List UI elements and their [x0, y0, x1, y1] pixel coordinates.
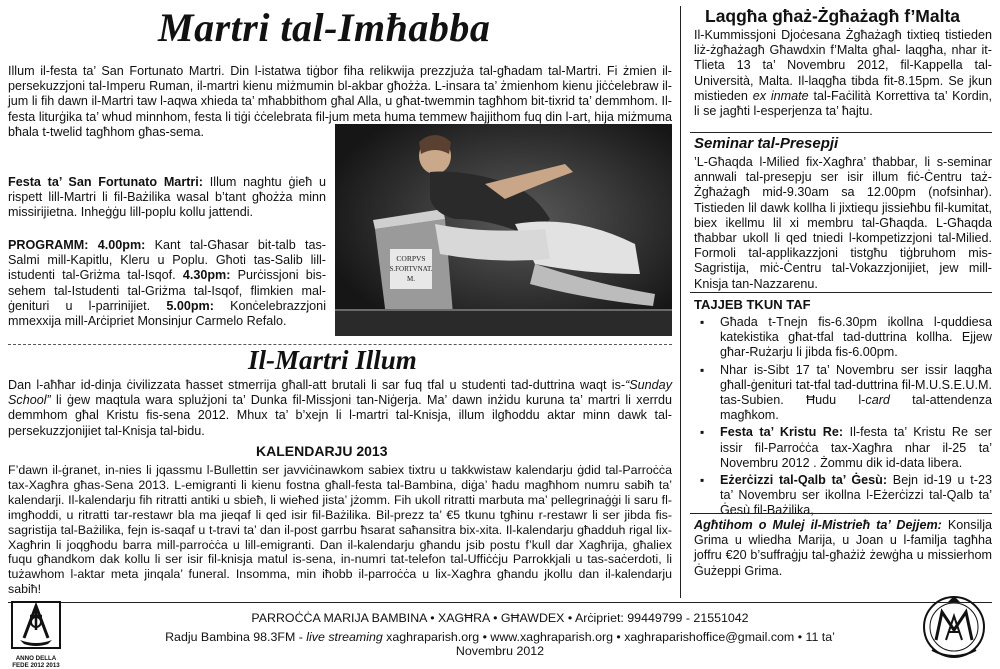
programme-time-3: 5.00pm:	[166, 298, 214, 313]
tajjeb-list	[694, 315, 992, 519]
footer-contact-line	[140, 630, 860, 658]
martri-text-a: Dan l-aħħar id-dinja ċivilizzata ħasset stmerrija għall-att brutali li sar fuq tfal u studenti tad-duttrina waqt is-	[8, 378, 626, 392]
footer-parish-line: PARROĊĊA MARIJA BAMBINA • XAGĦRA • GĦAWDEX • Arċipriet: 99449799 - 21551042	[251, 611, 749, 625]
laqgha-text-b: tal-Faċilità Korrettiva ta’ Kordin, li se jagħti l-esperjenza ta’ ħajtu.	[694, 88, 992, 119]
footer-divider	[8, 602, 992, 603]
feast-text: Illum naghtu ġieħ u rispett lill-Martri li fil-Bażilika wasal b’tant għożża minn missirijietna. Inheġġu lill-poplu kollu jattendi.	[8, 175, 327, 220]
tajjeb-item-2-italic: card	[865, 393, 890, 408]
tajjeb-item-2-text-b: tal-attendenza magħkom.	[720, 393, 992, 423]
martri-text-italic: “Sunday School”	[8, 378, 672, 408]
seminar-paragraph: ’L-Għaqda l-Milied fix-Xagħra’ tħabbar, li s-seminar annwali tal-presepju ser isir illum fiċ-Ċentru taż-Żgħażagħ mid-9.30am sa 12.00pm (nofsinhar). Tistieden lil dawk kollha li jixtiequ jissieħbu fil-kumitat, biex ikellmu lil xi membru tal-Għaqda. L-Għaqda tħabbar ukoll li qed tniedi l-kompetizzjoni tal-Milied. Formoli tal-applikazzjoni tistgħu tiġbruhom mis-Sagristija, miċ-Ċentru tal-Vokazzjonijiet, jew mill-Knisja tan-Nazzarenu.	[694, 155, 992, 291]
tajjeb-item-4-label: Eżerċizzi tal-Qalb ta’ Ġesù:	[720, 473, 888, 488]
feast-label: Festa ta’ San Fortunato Martri:	[8, 175, 204, 189]
feast-block	[8, 175, 326, 221]
martri-heading: Il-Martri Illum	[248, 345, 417, 375]
programme-label: PROGRAMM: 4.00pm:	[8, 238, 146, 252]
laqgha-paragraph	[694, 28, 992, 119]
relic-label-3: M.	[407, 275, 415, 283]
tajjeb-item-3	[694, 425, 992, 471]
intro-paragraph: Illum il-festa ta’ San Fortunato Martri. Din l-istatwa tiġbor fiha relikwija prezzjuża tal-għadam tal-Martri. Fi żmien il-persekuzzjoni tal-Imperu Ruman, il-martri kienu miżmumin bl-akbar għożża. L-insara ta’ żmienhom kienu jiċċelebraw il-jum li fih dawn il-Martri taw l-aqwa xhieda ta’ mħabbithom għal Alla, u għat-twemmin tagħhom bit-tixrid ta’ demmhom. Il-festa liturġika ta’ whud minnhom, festa li tiġi ċċelebrata fil-jum meta huma temmew ħajjithom fuq din l-art, hija miżmuma bħala t-twelid tagħhom għas-sema.	[8, 64, 672, 139]
footer-live: live streaming	[306, 630, 383, 644]
aghtihom-paragraph	[694, 518, 992, 579]
year-of-faith-caption: ANNO DELLA FEDE 2012 2013	[12, 655, 60, 669]
tajjeb-item-4-text: Bejn id-19 u t-23 ta’ Novembru ser ikollna l-Eżerċizzi tal-Qalb ta’ Ġesù fil-Bażilika,	[720, 473, 992, 518]
seminar-heading: Seminar tal-Presepji	[694, 135, 839, 152]
footer-links: xaghraparish.org • www.xaghraparish.org • xaghraparishoffice@gmail.com • 11 ta’ Novembru 2012	[382, 630, 835, 658]
column-divider	[680, 6, 681, 598]
divider-aghtihom	[690, 513, 992, 514]
programme-text-1: Kant tal-Għasar bit-talb tas-Salmi mill-Kapitlu, Kleru u Poplu. Għoti tas-Salib lill-istudenti tal-Griżma tal-Isqof.	[8, 238, 327, 283]
programme-text-3: Konċelebrazzjoni mmexxija mill-Arċipriet Monsinjur Carmelo Refalo.	[8, 298, 326, 329]
aghtihom-text: Konsilja Grima u wliedha Marija, u Joan u l-familja tagħha joffru €20 b’suffraġju tal-għażiż żewġha u missierhom Ġużeppi Grima.	[694, 518, 993, 578]
laqgha-text-a: Il-Kummissjoni Djoċesana Żgħażagħ tixtieq tistieden liż-żgħażagħ Għawdxin f’Malta għal- laqgħa, nhar it-Tlieta 13 ta’ Novembru 2012, fil-Kappella tal-Università, Malta. Il-laqgħa tibda fit-8.15pm. Se jkun mistieden	[694, 28, 992, 103]
statue-illustration	[335, 124, 672, 336]
parish-emblem-icon	[918, 592, 990, 662]
laqgha-text-italic: ex inmate	[752, 88, 809, 103]
tajjeb-item-4	[694, 473, 992, 519]
tajjeb-item-1	[694, 315, 992, 361]
programme-time-2: 4.30pm:	[182, 268, 231, 283]
tajjeb-list-block	[694, 315, 992, 521]
kalendarju-paragraph: F’dawn il-ġranet, in-nies li jqassmu l-Bullettin ser javviċinawkom sabiex tixtru u takkwistaw kalendarju ġdid tal-Parroċċa tax-Xagħra għas-Sena 2013. L-emigranti li kienu fostna għall-festa tal-Bambina, diġa’ ħadu magħhom numru sabiħ ta’ kalendarji. Il-kalendarju fih ritratti antiki u sbieħ, li wieħed jista’ jżomm. Fih ukoll ritratti marbuta ma’ pellegrinaġġi li saru fl-imgħoddi, u ritratti tar-restawr bla ma jieqaf li qed isir fil-Bażilika. Bil-prezz ta’ €5 tkunu tgħinu r-restawr li ser jibda fis-sagristija tal-Bażilika, fejn is-saqaf u t-travi ta’ dan il-post garrbu ħsarat saħansitra bix-xita. Il-kalendarju għadduh rigal lix-Xagħrin li joqgħodu barra mill-parroċċa u lill-emigranti. Dan il-kalendarju għandu jsib postu f’kull dar Xagħrija, għaliex fuqu għandkom dak kollu li ser isir fil-knisja matul is-sena, in-numri tat-telefon tal-Uffiċċju Parrokkjali u tas-saċerdoti, li tużawhom l-aktar meta jinqala’ funeral. Insomma, min iħobb il-parroċċa u lix-Xagħra għandu jkollu dan il-kalendarju sabiħ!	[8, 463, 672, 597]
tajjeb-item-3-text: Il-festa ta’ Kristu Re ser issir fil-Parroċċa tax-Xagħra nhar il-25 ta’ Novembru 2012 . Żommu dik id-data libera.	[720, 425, 992, 470]
programme-block	[8, 238, 326, 329]
page-title: Martri tal-Imħabba	[158, 5, 491, 50]
year-of-faith-icon	[10, 600, 62, 650]
year-of-faith-logo	[10, 600, 62, 669]
programme-text-2: Purċissjoni bis-sehem tal-Istudenti tal-Griżma tal-Isqof, flimkien mal-ġenituri u l-parrinijiet.	[8, 268, 327, 313]
parish-emblem	[918, 592, 990, 662]
martri-paragraph	[8, 378, 672, 439]
tajjeb-item-3-label: Festa ta’ Kristu Re:	[720, 425, 844, 440]
divider-seminar	[690, 132, 992, 133]
martri-text-b: li ġew maqtula wara splużjoni ta’ Dunka fil-Missjoni tan-Niġerja. Ma’ dawn inżidu kuruna ta’ martri li xerrdu demmhom għal Kristu fis-sena 2012. Mhux ta’ b’xejn li l-martri tal-Knisja, illum ilgħoddu aktar minn dawk tal-persekuzzjonijiet tal-Knisja tal-bidu.	[8, 393, 672, 438]
laqgha-heading: Laqgħa għaż-Żgħażagħ f’Malta	[705, 6, 961, 26]
footer-radio: Radju Bambina 98.3FM -	[165, 630, 307, 644]
aghtihom-label: Agħtihom o Mulej il-Mistrieħ ta’ Dejjem:	[694, 518, 942, 532]
tajjeb-item-1-text: Għada t-Tnejn fis-6.30pm ikollna l-quddiesa katekistika għat-tfal tad-duttrina kollha. Ejjew għar-Rużarju li jibda fis-6.00pm.	[720, 315, 992, 360]
tajjeb-item-2	[694, 363, 992, 424]
kalendarju-heading: KALENDARJU 2013	[256, 443, 388, 459]
tajjeb-item-2-text-a: Nhar is-Sibt 17 ta’ Novembru ser issir laqgħa għall-ġenituri tat-tfal tad-duttrina fil-M.U.S.E.U.M. tas-Subien. Ħudu l-	[720, 362, 992, 408]
relic-label-1: CORPVS	[396, 254, 426, 263]
tajjeb-heading: TAJJEB TKUN TAF	[694, 297, 811, 312]
relic-label-2: S.FORTVNAT.	[389, 265, 433, 273]
divider-tajjeb	[690, 292, 992, 293]
statue-photo	[335, 124, 672, 336]
